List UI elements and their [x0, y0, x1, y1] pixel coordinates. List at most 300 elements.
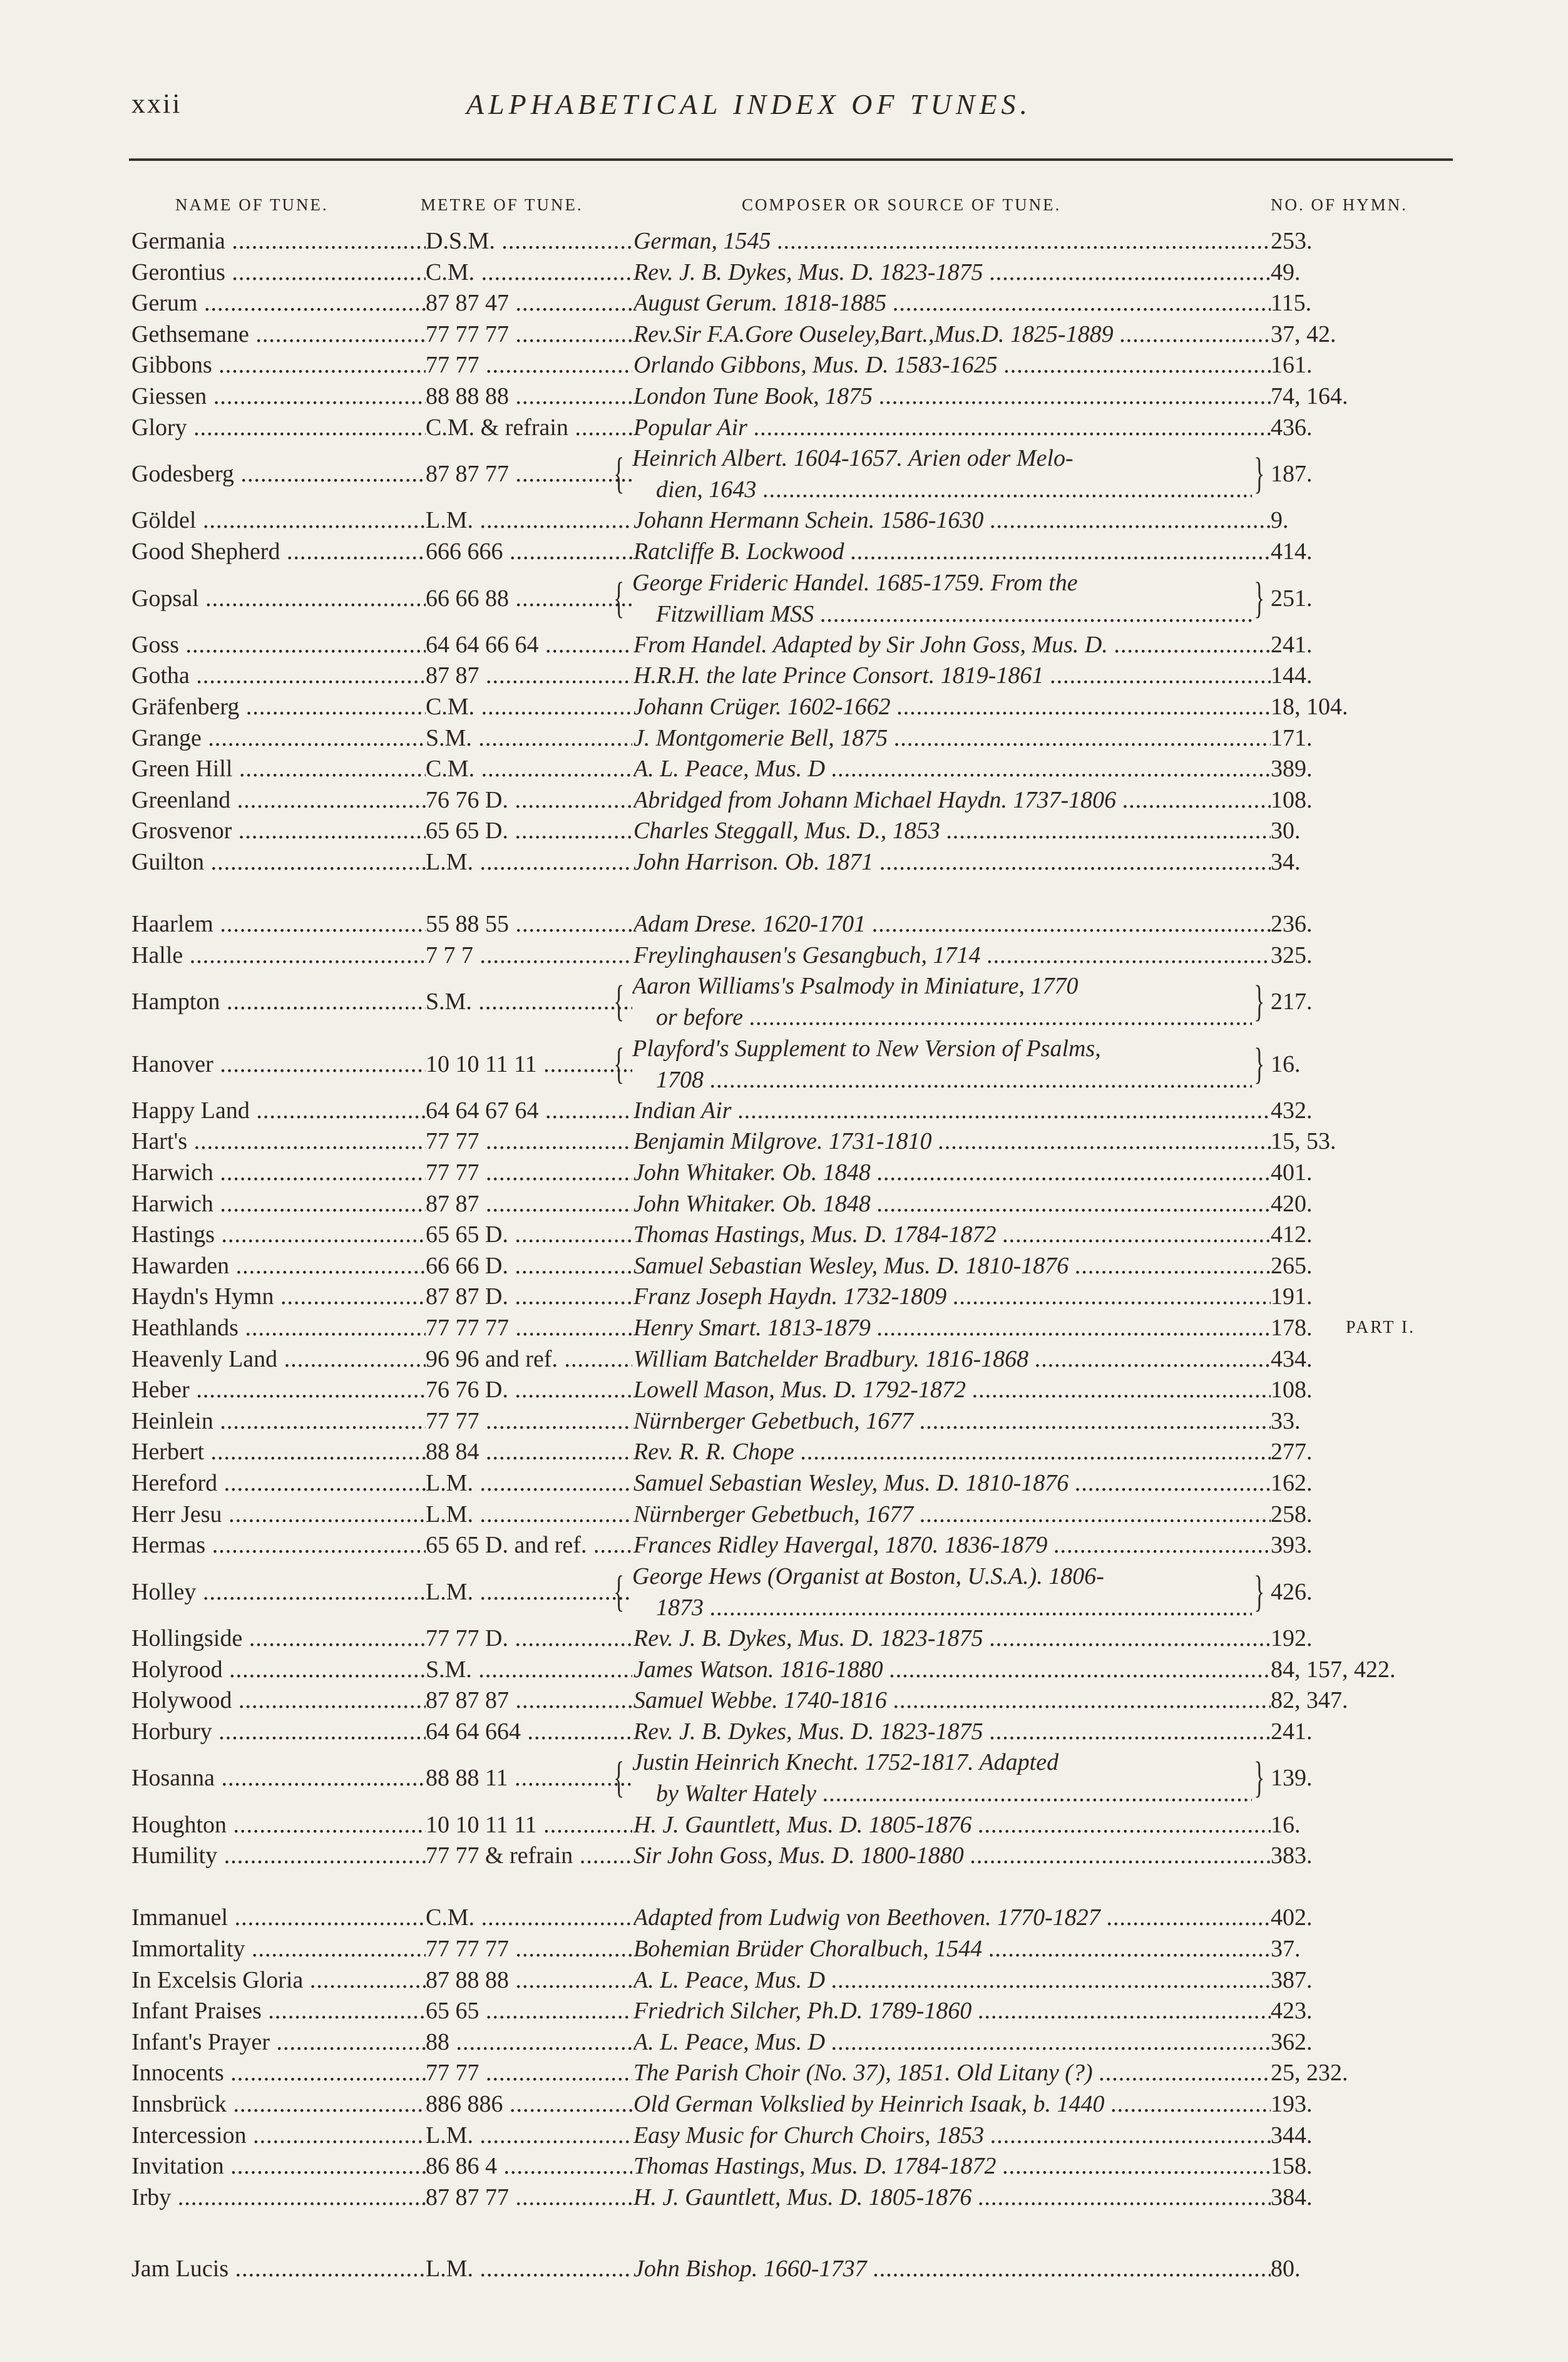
tune-name-text: Gerontius .....: [131, 257, 426, 288]
hymn-number: [1271, 225, 1471, 257]
tune-name: [131, 1281, 426, 1312]
hymn-number-text: 34.: [1271, 849, 1301, 875]
part-label-text: PART I.: [1346, 1318, 1416, 1337]
tune-metre: [426, 1623, 632, 1654]
tune-name: [131, 2120, 426, 2151]
tune-composer: [633, 691, 1271, 722]
tune-name-text: Innocents .....: [131, 2057, 426, 2088]
hymn-number-text: 171.: [1271, 724, 1313, 751]
hymn-number: [1271, 1995, 1471, 2026]
page-title: ALPHABETICAL INDEX OF TUNES.: [466, 88, 1032, 120]
tune-metre: [426, 1576, 632, 1608]
tune-composer-text: Indian Air .....: [633, 1095, 1271, 1126]
tune-name: [131, 1405, 426, 1437]
tune-metre-text: 77 77 77 .....: [426, 319, 632, 350]
tune-metre-text: 87 87 47 .....: [426, 287, 632, 319]
hymn-number-text: 393.: [1271, 1532, 1313, 1559]
tune-name: [131, 1840, 426, 1871]
index-row: [0, 1529, 1568, 1561]
tune-metre-text: 66 66 D. .....: [426, 1250, 632, 1281]
tune-metre: [426, 940, 632, 971]
tune-name: [131, 349, 426, 381]
index-row: [0, 319, 1568, 350]
index-row: [0, 722, 1568, 754]
hymn-number: [1271, 2253, 1471, 2284]
tune-composer: [632, 443, 1252, 505]
composer-line-1: Justin Heinrich Knecht. 1752-1817. Adapted: [632, 1749, 1059, 1776]
tune-name: [131, 1436, 426, 1467]
tune-metre-text: L.M. .....: [426, 2120, 632, 2151]
tune-composer-text: Johann Hermann Schein. 1586-1630 .....: [633, 505, 1271, 536]
tune-metre-text: 87 88 88 .....: [426, 1964, 632, 1996]
tune-metre-text: 87 87 .....: [426, 1188, 632, 1220]
composer-line-1: George Frideric Handel. 1685-1759. From the: [632, 569, 1078, 596]
index-row: [0, 1623, 1568, 1654]
tune-name-text: Gotha .....: [131, 660, 426, 691]
tune-name: [131, 784, 426, 816]
tune-name-text: Intercession .....: [131, 2120, 426, 2151]
hymn-number-text: 325.: [1271, 942, 1313, 968]
hymn-number-text: 37.: [1271, 1936, 1301, 1962]
tune-metre: [426, 2120, 632, 2151]
tune-metre: [426, 815, 632, 846]
index-row: [0, 412, 1568, 443]
index-row: [0, 629, 1568, 660]
hymn-number-text: 191.: [1271, 1283, 1313, 1310]
tune-name: [131, 1623, 426, 1654]
tune-name-text: Harwich .....: [131, 1157, 426, 1188]
tune-metre-text: S.M. .....: [426, 986, 632, 1017]
tune-metre-text: 87 87 77 .....: [426, 2182, 632, 2213]
tune-metre: [426, 660, 632, 691]
hymn-number-text: 33.: [1271, 1407, 1301, 1434]
tune-name: [131, 1188, 426, 1220]
tune-name: [131, 1933, 426, 1964]
composer-line-1: George Hews (Organist at Boston, U.S.A.). 1806-: [632, 1563, 1104, 1589]
index-row: [0, 1654, 1568, 1685]
tune-composer: [633, 1343, 1271, 1375]
tune-composer-text: Orlando Gibbons, Mus. D. 1583-1625 .....: [633, 349, 1271, 381]
tune-metre-text: C.M. .....: [426, 691, 632, 722]
hymn-number-text: 161.: [1271, 352, 1313, 379]
tune-metre-text: 55 88 55 .....: [426, 908, 632, 940]
tune-metre: [426, 2088, 632, 2120]
tune-composer-text: Sir John Goss, Mus. D. 1800-1880 .....: [633, 1840, 1271, 1871]
tune-composer: [633, 1157, 1271, 1188]
tune-metre-text: 7 7 7 .....: [426, 940, 632, 971]
tune-composer-text: Abridged from Johann Michael Haydn. 1737-1806 .....: [633, 784, 1271, 816]
hymn-number-text: 362.: [1271, 2028, 1313, 2055]
tune-composer: [633, 1374, 1271, 1405]
tune-metre: [426, 412, 632, 443]
hymn-number-text: 108.: [1271, 1377, 1313, 1404]
tune-name-text: Guilton .....: [131, 846, 426, 878]
tune-composer: [633, 1685, 1271, 1716]
hymn-number: [1271, 1623, 1471, 1654]
tune-metre-text: 88 88 11 .....: [426, 1762, 632, 1794]
tune-metre: [426, 1436, 632, 1467]
hymn-number: [1271, 1188, 1471, 1220]
index-row: [0, 287, 1568, 319]
tune-composer-text: H.R.H. the late Prince Consort. 1819-1861 .....: [633, 660, 1271, 691]
tune-composer-text: August Gerum. 1818-1885 .....: [633, 287, 1271, 319]
tune-name-text: Innsbrück .....: [131, 2088, 426, 2120]
tune-composer: [633, 1436, 1271, 1467]
hymn-number: [1271, 1840, 1471, 1871]
tune-name-text: Hawarden .....: [131, 1250, 426, 1281]
tune-name-text: Herbert .....: [131, 1436, 426, 1467]
tune-composer-text: Friedrich Silcher, Ph.D. 1789-1860 .....: [633, 1995, 1271, 2026]
tune-name: [131, 1762, 426, 1794]
index-row: [0, 1685, 1568, 1716]
index-row: [0, 1095, 1568, 1126]
hymn-number: [1271, 1654, 1471, 1685]
hymn-number: [1271, 2182, 1471, 2213]
hymn-number-text: 423.: [1271, 1998, 1313, 2025]
tune-name-text: Gerum .....: [131, 287, 426, 319]
hymn-number-text: 82, 347.: [1271, 1687, 1348, 1714]
tune-metre-text: 64 64 66 64 .....: [426, 629, 632, 660]
tune-name: [131, 1343, 426, 1375]
hymn-number-text: 402.: [1271, 1904, 1313, 1931]
hymn-number: [1271, 1219, 1471, 1250]
hymn-number: [1271, 583, 1471, 614]
tune-metre: [426, 1219, 632, 1250]
tune-metre: [426, 784, 632, 816]
tune-metre-text: 96 96 and ref. .....: [426, 1343, 632, 1375]
tune-name-text: Germania .....: [131, 225, 426, 257]
tune-metre: [426, 505, 632, 536]
tune-name-text: Halle .....: [131, 940, 426, 971]
tune-composer: [633, 536, 1271, 567]
tune-name: [131, 1219, 426, 1250]
tune-name: [131, 287, 426, 319]
hymn-number: [1271, 1809, 1471, 1841]
tune-composer: [632, 970, 1252, 1033]
tune-name: [131, 1964, 426, 1996]
tune-composer: [633, 1654, 1271, 1685]
tune-name: [131, 1529, 426, 1561]
tune-composer-text: The Parish Choir (No. 37), 1851. Old Litany (?) .....: [633, 2057, 1271, 2088]
tune-name: [131, 412, 426, 443]
tune-composer-text: Nürnberger Gebetbuch, 1677 .....: [633, 1405, 1271, 1437]
tune-composer-text: Bohemian Brüder Choralbuch, 1544 .....: [633, 1933, 1271, 1964]
left-brace: {: [613, 449, 625, 498]
index-row: [0, 2026, 1568, 2058]
tune-composer: [633, 1188, 1271, 1220]
tune-name: [131, 583, 426, 614]
composer-line-1: Aaron Williams's Psalmody in Miniature, 1770: [632, 973, 1079, 1000]
hymn-number-text: 414.: [1271, 538, 1313, 565]
tune-composer-text: Frances Ridley Havergal, 1870. 1836-1879 .....: [633, 1529, 1271, 1561]
hymn-number: [1271, 1529, 1471, 1561]
index-row: [0, 505, 1568, 536]
tune-metre-text: L.M. .....: [426, 846, 632, 878]
tune-name-text: Greenland .....: [131, 784, 426, 816]
tune-name: [131, 629, 426, 660]
hymn-number-text: 434.: [1271, 1345, 1313, 1372]
tune-metre-text: S.M. .....: [426, 722, 632, 754]
tune-metre: [426, 225, 632, 257]
tune-composer-text: London Tune Book, 1875 .....: [633, 381, 1271, 412]
composer-line-1: Playford's Supplement to New Version of Psalms,: [632, 1035, 1101, 1062]
hymn-number-text: 162.: [1271, 1470, 1313, 1496]
tune-name-text: Gibbons .....: [131, 349, 426, 381]
tune-name: [131, 1312, 426, 1343]
tune-composer: [633, 1281, 1271, 1312]
tune-composer: [632, 567, 1252, 630]
hymn-number: [1271, 412, 1471, 443]
hymn-number: [1271, 1405, 1471, 1437]
hymn-number: [1271, 1762, 1471, 1794]
hymn-number: [1271, 458, 1471, 490]
index-row: [0, 970, 1568, 1033]
tune-composer: [633, 1250, 1271, 1281]
tune-name: [131, 1250, 426, 1281]
tune-composer: [633, 349, 1271, 381]
tune-composer: [633, 784, 1271, 816]
hymn-number: [1271, 1685, 1471, 1716]
hymn-number: [1271, 1126, 1471, 1157]
hymn-number: [1271, 986, 1471, 1017]
hymn-number: [1271, 2120, 1471, 2151]
column-header-name: NAME OF TUNE.: [175, 195, 329, 214]
index-row: [0, 1033, 1568, 1096]
tune-name-text: Humility .....: [131, 1840, 426, 1871]
index-row: [0, 1933, 1568, 1964]
tune-composer: [633, 2057, 1271, 2088]
tune-metre: [426, 1405, 632, 1437]
tune-metre: [426, 287, 632, 319]
tune-metre: [426, 753, 632, 784]
index-row: [0, 1467, 1568, 1499]
hymn-number: [1271, 1436, 1471, 1467]
tune-name-text: Gethsemane .....: [131, 319, 426, 350]
hymn-number: [1271, 505, 1471, 536]
tune-metre: [426, 1654, 632, 1685]
tune-composer-text: From Handel. Adapted by Sir John Goss, Mus. D. .....: [633, 629, 1271, 660]
tune-name-text: Heinlein .....: [131, 1405, 426, 1437]
tune-name-text: Infant's Prayer .....: [131, 2026, 426, 2058]
tune-metre-text: 77 77 77 .....: [426, 1312, 632, 1343]
index-row: [0, 567, 1568, 630]
part-label: [1346, 1312, 1471, 1343]
tune-composer-text: John Whitaker. Ob. 1848 .....: [633, 1188, 1271, 1220]
hymn-number: [1271, 381, 1471, 412]
tune-composer-text: Nürnberger Gebetbuch, 1677 .....: [633, 1499, 1271, 1530]
hymn-number: [1271, 753, 1471, 784]
right-brace: }: [1254, 977, 1265, 1026]
hymn-number-text: 253.: [1271, 228, 1313, 254]
tune-metre-text: C.M. & refrain .....: [426, 412, 632, 443]
tune-composer: [633, 1995, 1271, 2026]
tune-metre: [426, 536, 632, 567]
tune-composer: [633, 753, 1271, 784]
tune-metre-text: D.S.M. .....: [426, 225, 632, 257]
tune-name-text: Good Shepherd .....: [131, 536, 426, 567]
tune-composer: [633, 1840, 1271, 1871]
tune-name-text: Herr Jesu .....: [131, 1499, 426, 1530]
index-row: [0, 1995, 1568, 2026]
tune-metre-text: 64 64 67 64 .....: [426, 1095, 632, 1126]
tune-name-text: Gräfenberg .....: [131, 691, 426, 722]
hymn-number: [1271, 1576, 1471, 1608]
tune-name: [131, 1049, 426, 1080]
tune-name-text: In Excelsis Gloria .....: [131, 1964, 426, 1996]
tune-name: [131, 536, 426, 567]
tune-composer: [633, 629, 1271, 660]
tune-composer: [633, 287, 1271, 319]
tune-composer-text: William Batchelder Bradbury. 1816-1868 .....: [633, 1343, 1271, 1375]
tune-composer: [633, 381, 1271, 412]
tune-name-text: Hanover .....: [131, 1049, 426, 1080]
tune-composer-text: Easy Music for Church Choirs, 1853 .....: [633, 2120, 1271, 2151]
tune-name-text: Heavenly Land .....: [131, 1343, 426, 1375]
tune-composer-text: Adam Drese. 1620-1701 .....: [633, 908, 1271, 940]
tune-metre: [426, 1529, 632, 1561]
tune-composer-text: Samuel Sebastian Wesley, Mus. D. 1810-1876 .....: [633, 1467, 1271, 1499]
tune-name-text: Heathlands .....: [131, 1312, 426, 1343]
tune-metre-text: 64 64 664 .....: [426, 1716, 632, 1747]
tune-name-text: Houghton .....: [131, 1809, 426, 1841]
tune-composer-text: James Watson. 1816-1880 .....: [633, 1654, 1271, 1685]
tune-composer: [633, 1529, 1271, 1561]
tune-composer: [633, 1405, 1271, 1437]
tune-name-text: Green Hill .....: [131, 753, 426, 784]
index-row: [0, 1188, 1568, 1220]
tune-metre: [426, 1809, 632, 1841]
tune-name: [131, 381, 426, 412]
tune-name: [131, 1716, 426, 1747]
tune-composer-text: Popular Air .....: [633, 412, 1271, 443]
hymn-number: [1271, 908, 1471, 940]
hymn-number-text: 9.: [1271, 507, 1289, 534]
right-brace: }: [1254, 573, 1265, 622]
tune-metre: [426, 1049, 632, 1080]
index-row: [0, 784, 1568, 816]
tune-metre-text: L.M. .....: [426, 1576, 632, 1608]
hymn-number-text: 241.: [1271, 1718, 1313, 1745]
tune-name: [131, 691, 426, 722]
tune-metre: [426, 2057, 632, 2088]
hymn-number: [1271, 349, 1471, 381]
tune-name-text: Hollingside .....: [131, 1623, 426, 1654]
hymn-number: [1271, 2026, 1471, 2058]
tune-metre: [426, 1685, 632, 1716]
tune-composer-text: John Whitaker. Ob. 1848 .....: [633, 1157, 1271, 1188]
tune-metre: [426, 722, 632, 754]
tune-composer: [633, 2253, 1271, 2284]
tune-composer: [633, 660, 1271, 691]
tune-composer: [633, 2088, 1271, 2120]
page-number: xxii: [131, 88, 182, 119]
hymn-number: [1271, 1049, 1471, 1080]
index-row: [0, 2057, 1568, 2088]
tune-composer: [633, 1126, 1271, 1157]
index-row: [0, 1499, 1568, 1530]
tune-composer-text: Charles Steggall, Mus. D., 1853 .....: [633, 815, 1271, 846]
tune-name: [131, 458, 426, 490]
tune-name-text: Hereford .....: [131, 1467, 426, 1499]
tune-metre-text: 87 87 77 .....: [426, 458, 632, 490]
tune-composer: [633, 2026, 1271, 2058]
tune-metre: [426, 1188, 632, 1220]
tune-composer-text: Franz Joseph Haydn. 1732-1809 .....: [633, 1281, 1271, 1312]
hymn-number-text: 158.: [1271, 2153, 1313, 2180]
tune-name-text: Irby .....: [131, 2182, 426, 2213]
tune-composer: [633, 908, 1271, 940]
tune-metre-text: C.M. .....: [426, 257, 632, 288]
index-row: [0, 349, 1568, 381]
tune-composer: [633, 815, 1271, 846]
tune-name: [131, 846, 426, 878]
hymn-number: [1271, 1095, 1471, 1126]
tune-metre-text: 87 87 87 .....: [426, 1685, 632, 1716]
hymn-number: [1271, 1157, 1471, 1188]
tune-metre-text: L.M. .....: [426, 505, 632, 536]
tune-composer: [633, 412, 1271, 443]
right-brace: }: [1254, 449, 1265, 498]
hymn-number: [1271, 2150, 1471, 2182]
left-brace: {: [613, 1567, 625, 1616]
tune-name-text: Infant Praises .....: [131, 1995, 426, 2026]
tune-metre: [426, 629, 632, 660]
tune-name-text: Godesberg .....: [131, 458, 426, 490]
tune-name-text: Holywood .....: [131, 1685, 426, 1716]
tune-metre-text: 886 886 .....: [426, 2088, 632, 2120]
tune-metre: [426, 1964, 632, 1996]
tune-metre: [426, 381, 632, 412]
tune-composer-text: Rev. J. B. Dykes, Mus. D. 1823-1875 .....: [633, 1716, 1271, 1747]
tune-composer: [633, 1933, 1271, 1964]
tune-composer-text: Henry Smart. 1813-1879 .....: [633, 1312, 1271, 1343]
index-row: [0, 1343, 1568, 1375]
hymn-number: [1271, 940, 1471, 971]
hymn-number: [1271, 1933, 1471, 1964]
index-row: [0, 381, 1568, 412]
tune-name: [131, 1467, 426, 1499]
tune-metre: [426, 908, 632, 940]
tune-metre-text: 88 .....: [426, 2026, 632, 2058]
index-row: [0, 536, 1568, 567]
composer-line-2: Fitzwilliam MSS .....: [632, 598, 1252, 630]
hymn-number: [1271, 1467, 1471, 1499]
tune-name-text: Giessen .....: [131, 381, 426, 412]
tune-name: [131, 1902, 426, 1933]
index-row: [0, 1561, 1568, 1623]
hymn-number-text: 426.: [1271, 1578, 1313, 1605]
tune-metre-text: L.M. .....: [426, 2253, 632, 2284]
tune-metre-text: 66 66 88 .....: [426, 583, 632, 614]
index-row: [0, 1436, 1568, 1467]
index-row: [0, 940, 1568, 971]
tune-name: [131, 2253, 426, 2284]
tune-composer: [633, 1499, 1271, 1530]
hymn-number-text: 389.: [1271, 756, 1313, 783]
left-brace: {: [613, 1039, 625, 1088]
tune-composer-text: Ratcliffe B. Lockwood .....: [633, 536, 1271, 567]
hymn-number-text: 236.: [1271, 911, 1313, 938]
tune-metre-text: 77 77 .....: [426, 349, 632, 381]
tune-name: [131, 225, 426, 257]
tune-metre: [426, 1374, 632, 1405]
tune-name-text: Harwich .....: [131, 1188, 426, 1220]
hymn-number-text: 383.: [1271, 1842, 1313, 1869]
tune-metre: [426, 1467, 632, 1499]
tune-metre-text: 86 86 4 .....: [426, 2150, 632, 2182]
hymn-number-text: 178.: [1271, 1315, 1313, 1341]
hymn-number: [1271, 1902, 1471, 1933]
